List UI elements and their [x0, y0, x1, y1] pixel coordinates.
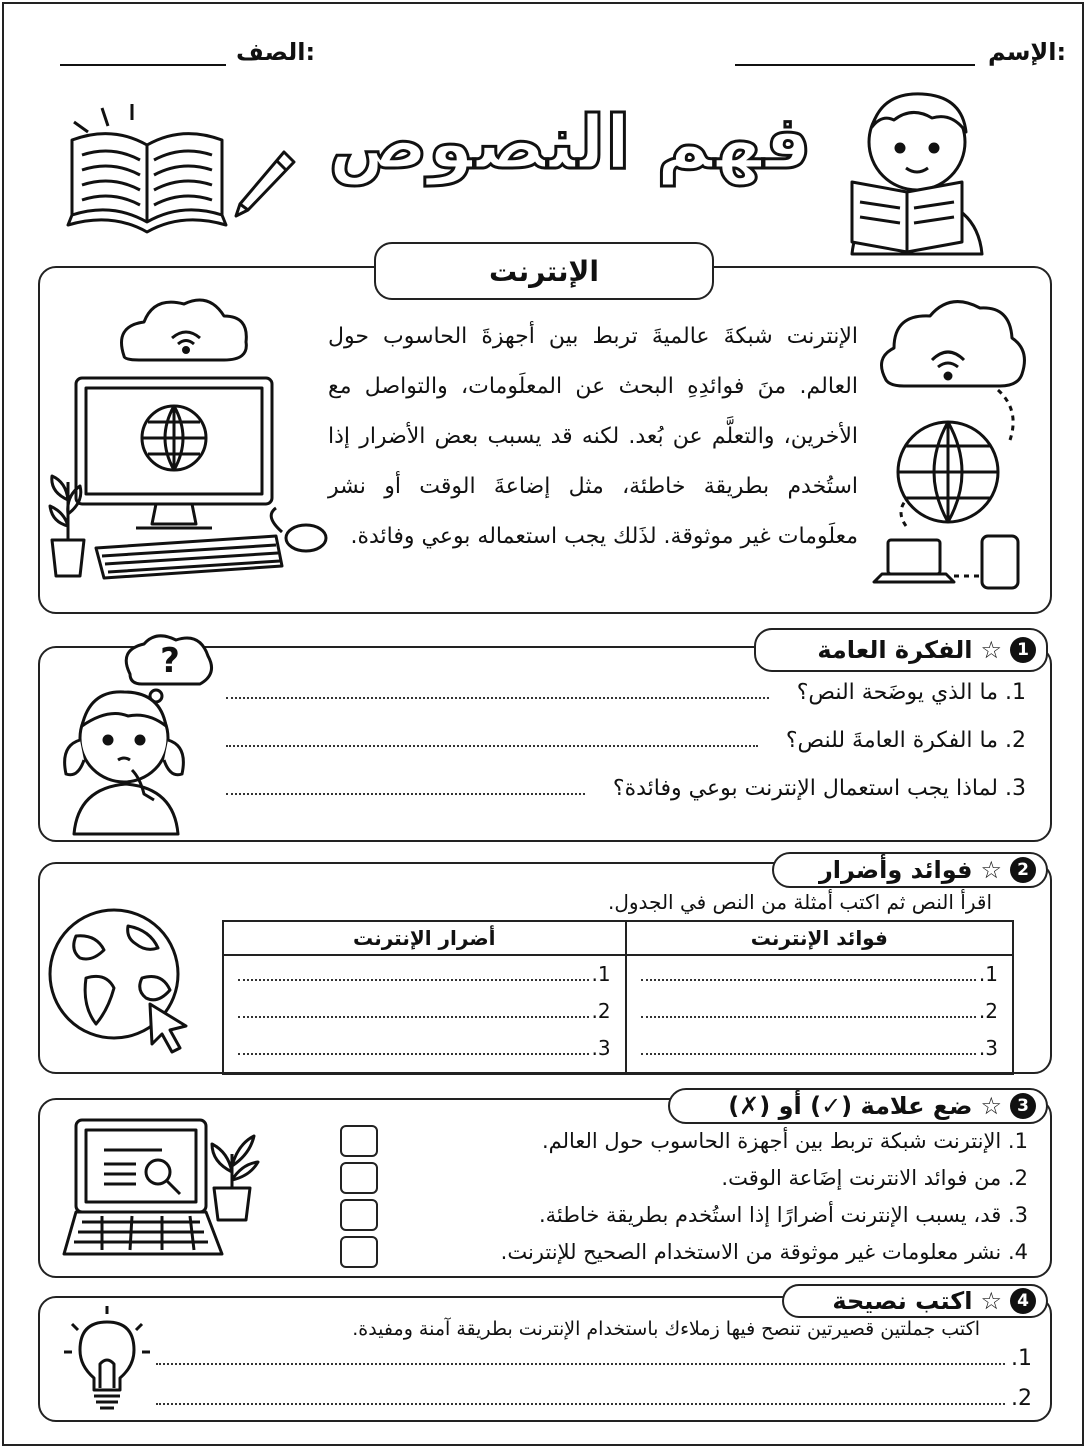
statement-text: 3. قد، يسبب الإنترنت أضرارًا إذا استُخدم بطريقة خاطئة.	[538, 1202, 1028, 1227]
table-row	[641, 1036, 998, 1073]
passage-heading	[374, 242, 714, 300]
question-text: 2. ما الفكرة العامةَ للنص؟	[785, 728, 1026, 753]
list-item	[340, 1233, 1028, 1270]
svg-text:?: ?	[160, 641, 180, 681]
list-item	[340, 1159, 1028, 1196]
star-icon: ☆	[980, 856, 1002, 884]
star-icon: ☆	[980, 1092, 1002, 1120]
answer-line[interactable]	[156, 1403, 1005, 1405]
row-number: 1.	[978, 962, 998, 986]
question-text: 1. ما الذي يوضَحة النص؟	[796, 680, 1026, 705]
answer-line[interactable]	[641, 1016, 976, 1018]
list-item	[340, 1196, 1028, 1233]
advice-lines	[156, 1346, 1032, 1426]
answer-checkbox[interactable]	[340, 1199, 378, 1231]
answer-line[interactable]	[226, 697, 769, 699]
harms-header: أضرار الإنترنت	[223, 921, 626, 955]
section4-title: اكتب نصيحة	[832, 1287, 973, 1315]
page-title: فهم النصوص	[328, 100, 812, 186]
section2-title: فوائد وأضرار	[818, 856, 973, 884]
name-label: الإسم:	[988, 38, 1067, 66]
section1-header	[754, 628, 1048, 672]
section1-title: الفكرة العامة	[817, 636, 973, 664]
section3-number: 3	[1010, 1093, 1036, 1119]
pencil-icon	[226, 146, 298, 226]
row-number: 2.	[978, 999, 998, 1023]
answer-checkbox[interactable]	[340, 1162, 378, 1194]
line-number: 1.	[1011, 1346, 1032, 1371]
answer-line[interactable]	[226, 793, 585, 795]
table-row	[238, 1036, 611, 1073]
answer-line[interactable]	[641, 979, 976, 981]
section2-instruction: اقرأ النص ثم اكتب أمثلة من النص في الجدول.	[608, 890, 992, 914]
class-field[interactable]	[60, 64, 226, 66]
section3-header	[668, 1088, 1048, 1124]
answer-checkbox[interactable]	[340, 1125, 378, 1157]
statement-text: 2. من فوائد الانترنت إضَاعة الوقت.	[721, 1165, 1028, 1190]
section4-instruction: اكتب جملتين قصيرتين تنصح فيها زملاءك باستخدام الإنترنت بطريقة آمنة ومفيدة.	[352, 1318, 980, 1340]
list-item	[156, 1346, 1032, 1386]
question-row	[226, 776, 1026, 824]
row-number: 1.	[591, 962, 611, 986]
star-icon: ☆	[980, 1287, 1002, 1315]
class-label: الصف:	[236, 38, 316, 66]
section1-number: 1	[1010, 637, 1036, 663]
section2-number: 2	[1010, 857, 1036, 883]
table-row	[641, 962, 998, 999]
table-row	[238, 999, 611, 1036]
answer-checkbox[interactable]	[340, 1236, 378, 1268]
boy-reading-icon	[832, 82, 1002, 257]
thinking-girl-icon	[44, 628, 224, 838]
row-number: 2.	[591, 999, 611, 1023]
section4-header	[782, 1284, 1048, 1318]
passage-heading-text: الإنترنت	[489, 254, 599, 288]
laptop-search-icon	[62, 1114, 272, 1274]
question-row	[226, 728, 1026, 776]
table-row	[641, 999, 998, 1036]
statement-text: 4. نشر معلومات غير موثوقة من الاستخدام الصحيح للإنترنت.	[500, 1239, 1028, 1264]
computer-icon	[44, 286, 334, 586]
question-text: 3. لماذا يجب استعمال الإنترنت بوعي وفائدة؟	[612, 776, 1026, 801]
globe-cursor-icon	[46, 906, 196, 1056]
true-false-list	[340, 1122, 1028, 1270]
benefits-cell	[626, 955, 1013, 1074]
answer-line[interactable]	[238, 1016, 589, 1018]
lightbulb-icon	[62, 1304, 152, 1416]
section2-header	[772, 852, 1048, 888]
harms-cell	[223, 955, 626, 1074]
row-number: 3.	[978, 1036, 998, 1060]
benefits-table	[222, 920, 1014, 1070]
name-field[interactable]	[735, 64, 975, 66]
section1-questions	[226, 680, 1026, 824]
passage-text: الإنترنت شبكةَ عالميةَ تربط بين أجهزةَ الحاسوب حول العالم. منَ فوائدِهِ البحث عن المعلَومات، والتواصل مع الأخرين، والتعلَّم عن بُعد. لكنه قد يسبب بعض الأضرار إذا استُخدم بطريقة خاطئة، مثل إضاعةَ الوقت أو نشر معلَومات غير موثوقة. لذَلك يجب استعماله بوعي وفائدة.	[328, 324, 858, 549]
answer-line[interactable]	[238, 1053, 589, 1055]
table-row	[238, 962, 611, 999]
section3-title: ضع علامة (✓) أو (✗)	[728, 1092, 973, 1120]
cloud-network-icon	[870, 290, 1035, 595]
answer-line[interactable]	[641, 1053, 976, 1055]
statement-text: 1. الإنترنت شبكة تربط بين أجهزة الحاسوب حول العالم.	[541, 1128, 1028, 1153]
open-book-icon	[62, 100, 232, 240]
list-item	[340, 1122, 1028, 1159]
line-number: 2.	[1011, 1386, 1032, 1411]
row-number: 3.	[591, 1036, 611, 1060]
star-icon: ☆	[980, 636, 1002, 664]
section4-number: 4	[1010, 1288, 1036, 1314]
answer-line[interactable]	[238, 979, 589, 981]
benefits-header: فوائد الإنترنت	[626, 921, 1013, 955]
list-item	[156, 1386, 1032, 1426]
question-row	[226, 680, 1026, 728]
answer-line[interactable]	[156, 1363, 1005, 1365]
answer-line[interactable]	[226, 745, 758, 747]
